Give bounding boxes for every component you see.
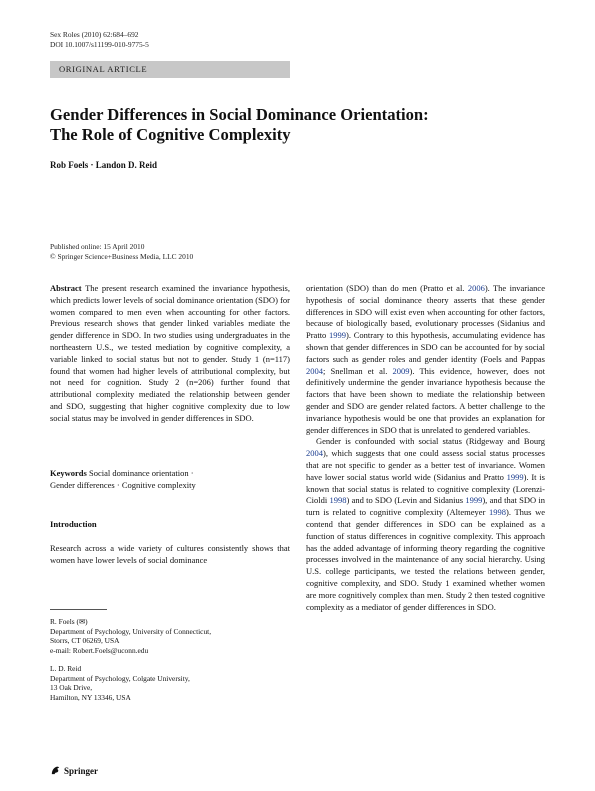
footnote-rule	[50, 609, 107, 610]
affiliation-dept: Department of Psychology, Colgate University,	[50, 673, 190, 683]
title-line-1: Gender Differences in Social Dominance Orientation:	[50, 105, 429, 124]
paragraph-2: Gender is confounded with social status (Ridgeway and Bourg 2004), which suggests that one could assess social status processes that are not specific to gender as a better test of invariance. Women have lower social status world wide (Sidanius and Pratto 1999). It is known that social status is related to cognitive complexity (Lorenzi-Cioldi 1998) and to SDO (Levin and Sidanius 1999), and that SDO in turn is related to cognitive complexity (Altemeyer 1998). Thus we contend that gender differences in SDO can be explained as a function of status differences in cognitive complexity. This approach has the added advantage of informing theory regarding the cognitive processes involved in the maintenance of any social hierarchy. Using U.S. college participants, we tested the relations between gender, cognitive complexity, and SDO. Study 1 examined whether women are more cognitively complex than men. Study 2 then tested cognitive complexity as a mediator of gender differences in SDO.	[306, 436, 546, 612]
citation-link[interactable]: 1999	[465, 495, 483, 506]
publication-info	[50, 242, 193, 263]
introduction-heading: Introduction	[50, 519, 97, 529]
title-line-2: The Role of Cognitive Complexity	[50, 125, 291, 144]
abstract-label: Abstract	[50, 283, 82, 293]
springer-logo	[50, 765, 98, 776]
citation-link[interactable]: 2004	[306, 448, 323, 459]
keywords-line-1: Social dominance orientation ·	[88, 468, 194, 478]
introduction-text: Research across a wide variety of cultures consistently shows that women have lower levels of social dominance	[50, 543, 290, 565]
doi-line: DOI 10.1007/s11199-010-9775-5	[50, 39, 149, 49]
body-right-column	[306, 283, 545, 613]
copyright-line: © Springer Science+Business Media, LLC 2010	[50, 252, 194, 262]
abstract-text: The present research examined the invariance hypothesis, which predicts lower levels of social dominance orientation (SDO) for women compared to men even when accounting for other factors. Previous research shows that gender linked variables mediate the gender difference in SDO. In two studies using undergraduates in the northeastern U.S., we tested mediation by cognitive complexity, a variable linked to social status but not to gender. Study 1 (n=117) found that women had higher levels of attributional complexity, but not need for cognition. Study 2 (n=206) further found that attributional complexity mediated the relationship between gender and SDO, suggesting that higher cognitive complexity due to low social status may be involved in gender differences in SDO.	[50, 283, 290, 423]
journal-citation: Sex Roles (2010) 62:684–692	[50, 30, 139, 39]
keywords-line-2: Gender differences · Cognitive complexity	[50, 479, 196, 490]
affiliation-city: Storrs, CT 06269, USA	[50, 636, 120, 646]
author-reid[interactable]: Landon D. Reid	[95, 160, 158, 170]
author-separator: ·	[90, 160, 94, 170]
keywords-label: Keywords	[50, 468, 87, 478]
publisher-name: Springer	[64, 765, 99, 776]
email-link[interactable]: Robert.Foels@uconn.edu	[72, 645, 149, 655]
citation-link[interactable]: 2006	[467, 283, 485, 293]
paper-title	[50, 105, 520, 145]
affiliation-foels	[50, 617, 211, 655]
author-foels[interactable]: Rob Foels	[50, 160, 89, 170]
abstract	[50, 283, 290, 425]
affiliation-city: Hamilton, NY 13346, USA	[50, 692, 131, 702]
affiliation-street: 13 Oak Drive,	[50, 683, 93, 693]
affiliation-name: L. D. Reid	[50, 664, 82, 673]
affiliation-name: R. Foels (✉)	[50, 617, 88, 626]
journal-meta	[50, 30, 149, 49]
citation-link[interactable]: 1999	[329, 330, 347, 341]
article-type-banner	[50, 61, 290, 78]
citation-link[interactable]: 1998	[489, 507, 507, 518]
paragraph-1: orientation (SDO) than do men (Pratto et al. 2006). The invariance hypothesis of social dominance theory asserts that these gender differences in SDO will exist even when accounting for other factors, because of biologically based, evolutionary processes (Sidanius and Pratto 1999). Contrary to this hypothesis, accumulating evidence has shown that gender differences in SDO can be accounted for by social factors such as gender roles and gender identity (Foels and Pappas 2004; Snellman et al. 2009). This evidence, however, does not definitively undermine the gender invariance hypothesis because the factors that have been shown to mediate the relationship between gender and SDO are gender related factors. A better challenge to the invariance hypothesis would be one that provides an explanation for gender differences in SDO that is unrelated to gendered variables.	[306, 283, 545, 435]
citation-link[interactable]: 1999	[506, 471, 524, 482]
keywords	[50, 468, 290, 492]
article-type-label: ORIGINAL ARTICLE	[59, 64, 148, 74]
author-list	[50, 160, 157, 170]
springer-horse-icon	[50, 765, 61, 776]
affiliation-dept: Department of Psychology, University of Connecticut,	[50, 626, 212, 636]
citation-link[interactable]: 2009	[392, 365, 410, 376]
published-online: Published online: 15 April 2010	[50, 242, 145, 251]
citation-link[interactable]: 1998	[329, 495, 347, 506]
email-label: e-mail:	[50, 645, 71, 655]
affiliation-reid	[50, 664, 190, 702]
citation-link[interactable]: 2004	[306, 365, 323, 376]
